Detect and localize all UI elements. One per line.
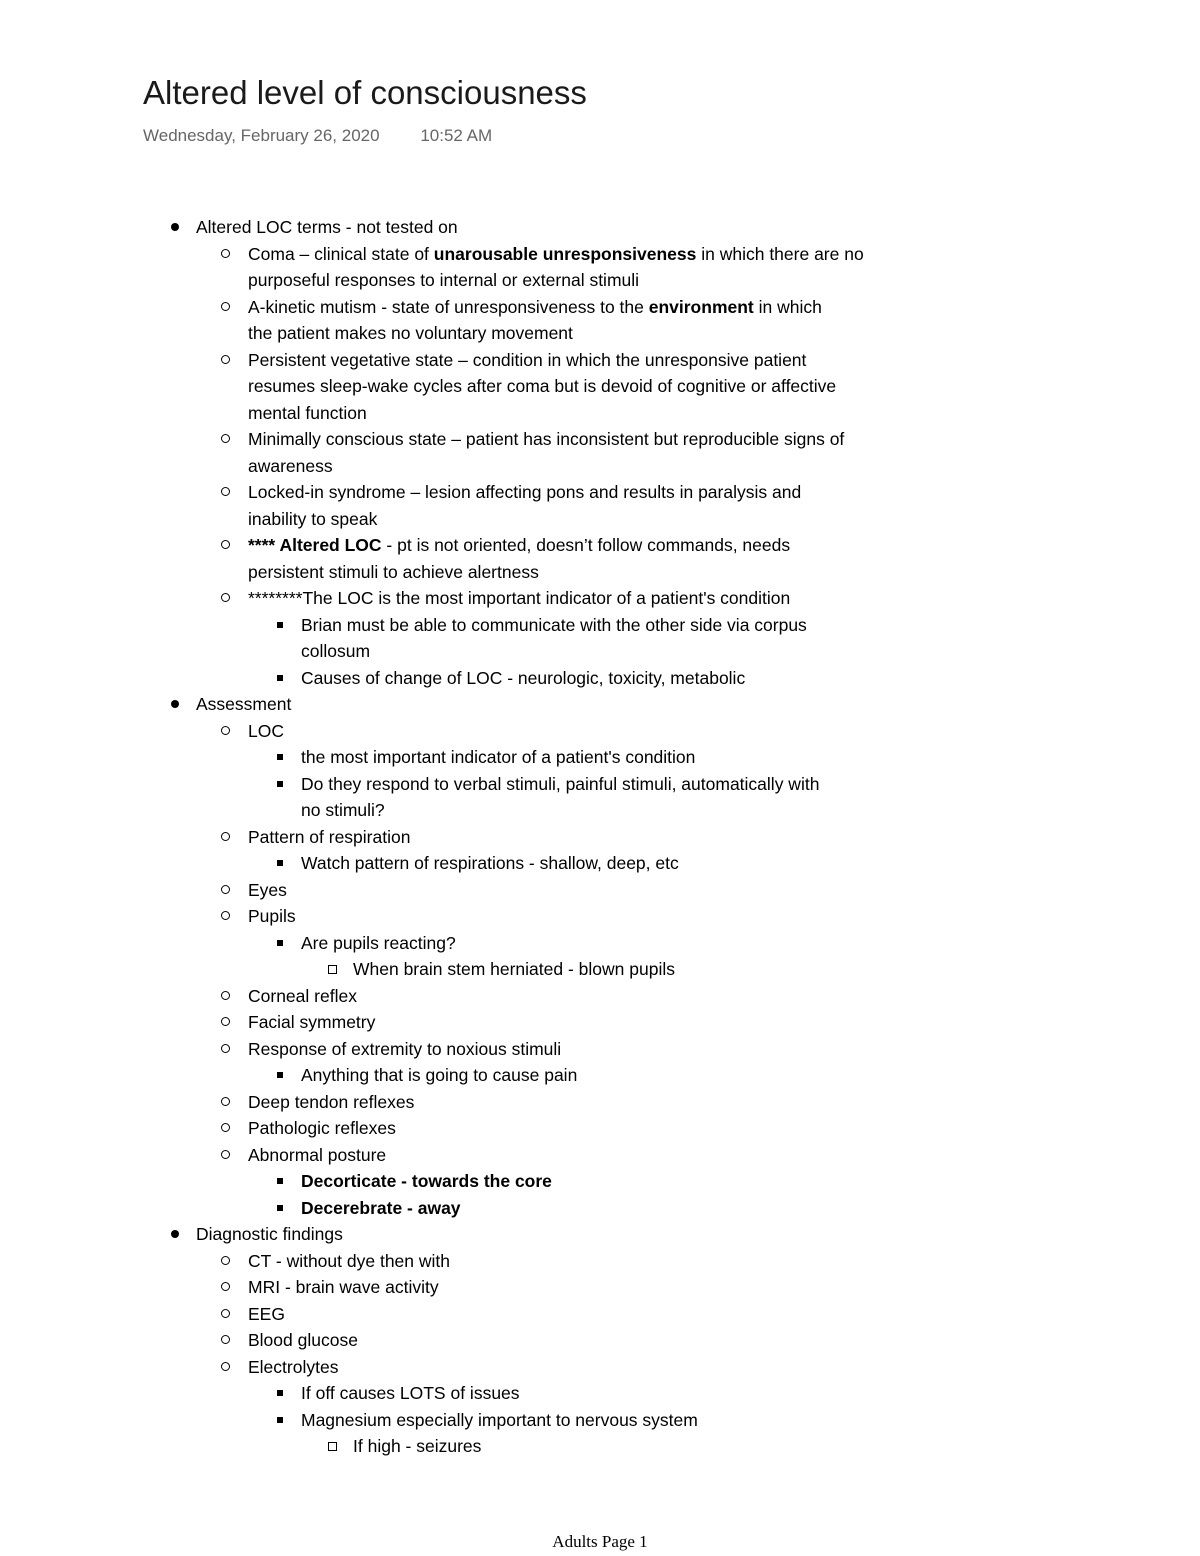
bullet-disc-icon — [171, 700, 179, 708]
outline-item: EEG — [0, 1301, 1200, 1328]
outline-item: Causes of change of LOC - neurologic, toxicity, metabolic — [0, 665, 1200, 692]
bullet-square-icon — [277, 1178, 283, 1184]
outline-item: If high - seizures — [0, 1433, 1200, 1460]
bullet-square-icon — [277, 940, 283, 946]
bullet-square-icon — [277, 1390, 283, 1396]
outline-item: Persistent vegetative state – condition in which the unresponsive patient resumes sleep-wake cycles after coma but is devoid of cognitive or affective mental function — [0, 347, 1200, 427]
bullet-circle-icon — [221, 1309, 230, 1318]
bullet-circle-icon — [221, 1256, 230, 1265]
outline-item: CT - without dye then with — [0, 1248, 1200, 1275]
bullet-circle-icon — [221, 1097, 230, 1106]
bullet-circle-icon — [221, 991, 230, 1000]
outline-item: MRI - brain wave activity — [0, 1274, 1200, 1301]
bullet-circle-icon — [221, 885, 230, 894]
bullet-square-icon — [277, 622, 283, 628]
bullet-circle-icon — [221, 302, 230, 311]
outline-item: Response of extremity to noxious stimuli — [0, 1036, 1200, 1063]
bullet-square-icon — [277, 1072, 283, 1078]
outline-item: Electrolytes — [0, 1354, 1200, 1381]
bullet-circle-icon — [221, 832, 230, 841]
bullet-circle-icon — [221, 1335, 230, 1344]
bullet-hollow-square-icon — [328, 965, 337, 974]
outline-item: Facial symmetry — [0, 1009, 1200, 1036]
outline-item: Watch pattern of respirations - shallow, deep, etc — [0, 850, 1200, 877]
bullet-hollow-square-icon — [328, 1442, 337, 1451]
outline-item: Abnormal posture — [0, 1142, 1200, 1169]
outline-item: Do they respond to verbal stimuli, painful stimuli, automatically with no stimuli? — [0, 771, 1200, 824]
outline-item: If off causes LOTS of issues — [0, 1380, 1200, 1407]
bullet-circle-icon — [221, 1362, 230, 1371]
bullet-circle-icon — [221, 1282, 230, 1291]
outline-item: Anything that is going to cause pain — [0, 1062, 1200, 1089]
outline-item: Are pupils reacting? — [0, 930, 1200, 957]
outline-item: A-kinetic mutism - state of unresponsiveness to the environment in which the patient makes no voluntary movement — [0, 294, 1200, 347]
outline-item: Pathologic reflexes — [0, 1115, 1200, 1142]
bullet-square-icon — [277, 860, 283, 866]
bullet-circle-icon — [221, 593, 230, 602]
bullet-square-icon — [277, 675, 283, 681]
bullet-circle-icon — [221, 540, 230, 549]
bullet-circle-icon — [221, 249, 230, 258]
outline-item: Eyes — [0, 877, 1200, 904]
bullet-circle-icon — [221, 355, 230, 364]
bullet-circle-icon — [221, 911, 230, 920]
outline-item: Decorticate - towards the core — [0, 1168, 1200, 1195]
outline-item: Deep tendon reflexes — [0, 1089, 1200, 1116]
outline-item: LOC — [0, 718, 1200, 745]
bullet-square-icon — [277, 754, 283, 760]
outline-item: Corneal reflex — [0, 983, 1200, 1010]
outline-item: Pupils — [0, 903, 1200, 930]
outline-item: Locked-in syndrome – lesion affecting pons and results in paralysis and inability to speak — [0, 479, 1200, 532]
page-date: Wednesday, February 26, 2020 — [143, 126, 380, 145]
outline-item: Blood glucose — [0, 1327, 1200, 1354]
bullet-circle-icon — [221, 1123, 230, 1132]
notes-outline — [0, 214, 1200, 1460]
page-timestamp — [143, 126, 492, 146]
outline-item: Decerebrate - away — [0, 1195, 1200, 1222]
page-time: 10:52 AM — [420, 126, 493, 145]
outline-item: Altered LOC terms - not tested on — [0, 214, 1200, 241]
outline-item: Brian must be able to communicate with the other side via corpus collosum — [0, 612, 1200, 665]
bullet-square-icon — [277, 781, 283, 787]
outline-item: Pattern of respiration — [0, 824, 1200, 851]
outline-item: Minimally conscious state – patient has inconsistent but reproducible signs of awareness — [0, 426, 1200, 479]
page-title: Altered level of consciousness — [143, 74, 587, 111]
bullet-circle-icon — [221, 726, 230, 735]
outline-item: **** Altered LOC - pt is not oriented, doesn’t follow commands, needs persistent stimuli to achieve alertness — [0, 532, 1200, 585]
outline-item: ********The LOC is the most important indicator of a patient's condition — [0, 585, 1200, 612]
bullet-circle-icon — [221, 1150, 230, 1159]
bullet-square-icon — [277, 1417, 283, 1423]
bullet-circle-icon — [221, 434, 230, 443]
outline-item: Assessment — [0, 691, 1200, 718]
bullet-disc-icon — [171, 223, 179, 231]
outline-item: Coma – clinical state of unarousable unresponsiveness in which there are no purposeful responses to internal or external stimuli — [0, 241, 1200, 294]
outline-item: When brain stem herniated - blown pupils — [0, 956, 1200, 983]
bullet-circle-icon — [221, 1017, 230, 1026]
outline-item: the most important indicator of a patient's condition — [0, 744, 1200, 771]
page-footer: Adults Page 1 — [552, 1532, 648, 1551]
outline-item: Diagnostic findings — [0, 1221, 1200, 1248]
bullet-circle-icon — [221, 1044, 230, 1053]
outline-item: Magnesium especially important to nervous system — [0, 1407, 1200, 1434]
bullet-disc-icon — [171, 1230, 179, 1238]
bullet-square-icon — [277, 1205, 283, 1211]
bullet-circle-icon — [221, 487, 230, 496]
